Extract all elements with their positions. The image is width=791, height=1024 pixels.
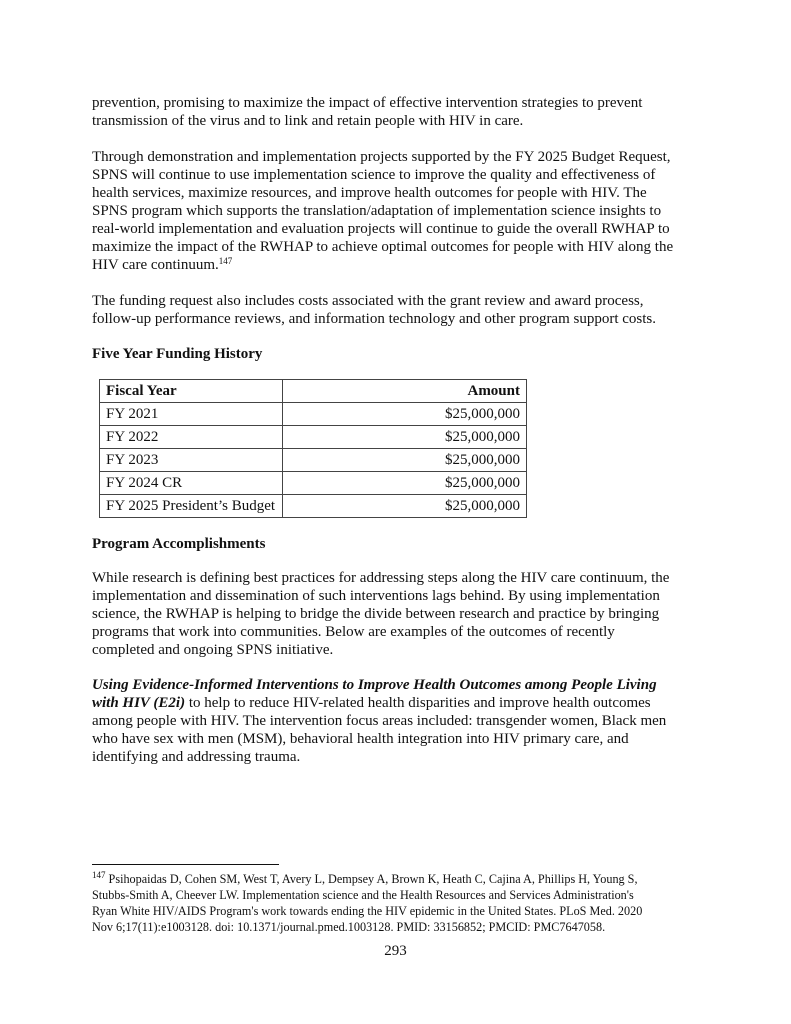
- page-number: 293: [384, 943, 407, 959]
- table-row: [100, 495, 527, 518]
- text-line: among people with HIV. The intervention focus areas included: transgender women, Black men: [92, 713, 667, 729]
- cell-amount: $25,000,000: [283, 426, 527, 449]
- text-line: science, the RWHAP is helping to bridge the divide between research and practice by bringing: [92, 606, 660, 622]
- text-line: SPNS will continue to use implementation science to improve the quality and effectiveness of: [92, 167, 656, 183]
- footnote-line: Stubbs-Smith A, Cheever LW. Implementation science and the Health Resources and Services Administration's: [92, 888, 634, 902]
- paragraph-intro: [92, 94, 642, 130]
- text-line: health services, maximize resources, and improve health outcomes for people with HIV. The: [92, 185, 647, 201]
- text-line: prevention, promising to maximize the impact of effective intervention strategies to prevent: [92, 95, 643, 111]
- text-line: maximize the impact of the RWHAP to achieve optimal outcomes for people with HIV along the: [92, 239, 674, 255]
- initiative-title: Using Evidence-Informed Interventions to Improve Health Outcomes among People Living: [92, 677, 657, 693]
- table-row: [100, 449, 527, 472]
- footnote-number: 147: [92, 870, 106, 880]
- cell-amount: $25,000,000: [283, 449, 527, 472]
- table-header-row: [100, 380, 527, 403]
- paragraph-funding: [92, 292, 656, 328]
- cell-amount: $25,000,000: [283, 472, 527, 495]
- cell-amount: $25,000,000: [283, 403, 527, 426]
- header-amount: Amount: [283, 380, 527, 403]
- cell-year: FY 2024 CR: [100, 472, 283, 495]
- paragraph-spns: [92, 148, 673, 274]
- table-row: [100, 426, 527, 449]
- text-line: The funding request also includes costs associated with the grant review and award process,: [92, 293, 644, 309]
- cell-year: FY 2025 President’s Budget: [100, 495, 283, 518]
- footnote-ref[interactable]: 147: [218, 256, 233, 266]
- text-line: transmission of the virus and to link and retain people with HIV in care.: [92, 113, 524, 129]
- text-line: follow-up performance reviews, and information technology and other program support costs.: [92, 311, 657, 327]
- cell-year: FY 2023: [100, 449, 283, 472]
- text-line: completed and ongoing SPNS initiative.: [92, 642, 334, 658]
- cell-amount: $25,000,000: [283, 495, 527, 518]
- cell-year: FY 2022: [100, 426, 283, 449]
- text-line: identifying and addressing trauma.: [92, 749, 301, 765]
- footnote-divider: [92, 864, 279, 865]
- text-line: real-world implementation and evaluation projects will continue to guide the overall RWHAP to: [92, 221, 670, 237]
- footnote: [92, 871, 642, 935]
- footnote-line: Psihopaidas D, Cohen SM, West T, Avery L, Dempsey A, Brown K, Heath C, Cajina A, Phillips H, Young S,: [108, 872, 638, 886]
- footnote-line: Nov 6;17(11):e1003128. doi: 10.1371/journal.pmed.1003128. PMID: 33156852; PMCID: PMC7647058.: [92, 920, 606, 934]
- text-line: HIV care continuum.: [92, 257, 219, 273]
- text-line: SPNS program which supports the translation/adaptation of implementation science insights to: [92, 203, 662, 219]
- funding-table: [99, 379, 527, 518]
- footnote-line: Ryan White HIV/AIDS Program's work towards ending the HIV epidemic in the United States. PLoS Med. 2020: [92, 904, 643, 918]
- header-fiscal-year: Fiscal Year: [100, 380, 283, 403]
- table-row: [100, 403, 527, 426]
- cell-year: FY 2021: [100, 403, 283, 426]
- text-line: who have sex with men (MSM), behavioral health integration into HIV primary care, and: [92, 731, 629, 747]
- table-row: [100, 472, 527, 495]
- paragraph-e2i: [92, 676, 666, 766]
- text-line: programs that work into communities. Below are examples of the outcomes of recently: [92, 624, 615, 640]
- text-line: While research is defining best practices for addressing steps along the HIV care continuum, the: [92, 570, 670, 586]
- heading-funding-history: Five Year Funding History: [92, 346, 263, 362]
- paragraph-accomplishments: [92, 569, 669, 659]
- heading-accomplishments: Program Accomplishments: [92, 536, 266, 552]
- text-line: Through demonstration and implementation projects supported by the FY 2025 Budget Request,: [92, 149, 671, 165]
- text-line: to help to reduce HIV-related health disparities and improve health outcomes: [185, 695, 651, 711]
- initiative-title: with HIV (E2i): [92, 695, 186, 711]
- text-line: implementation and dissemination of such interventions lags behind. By using implementation: [92, 588, 660, 604]
